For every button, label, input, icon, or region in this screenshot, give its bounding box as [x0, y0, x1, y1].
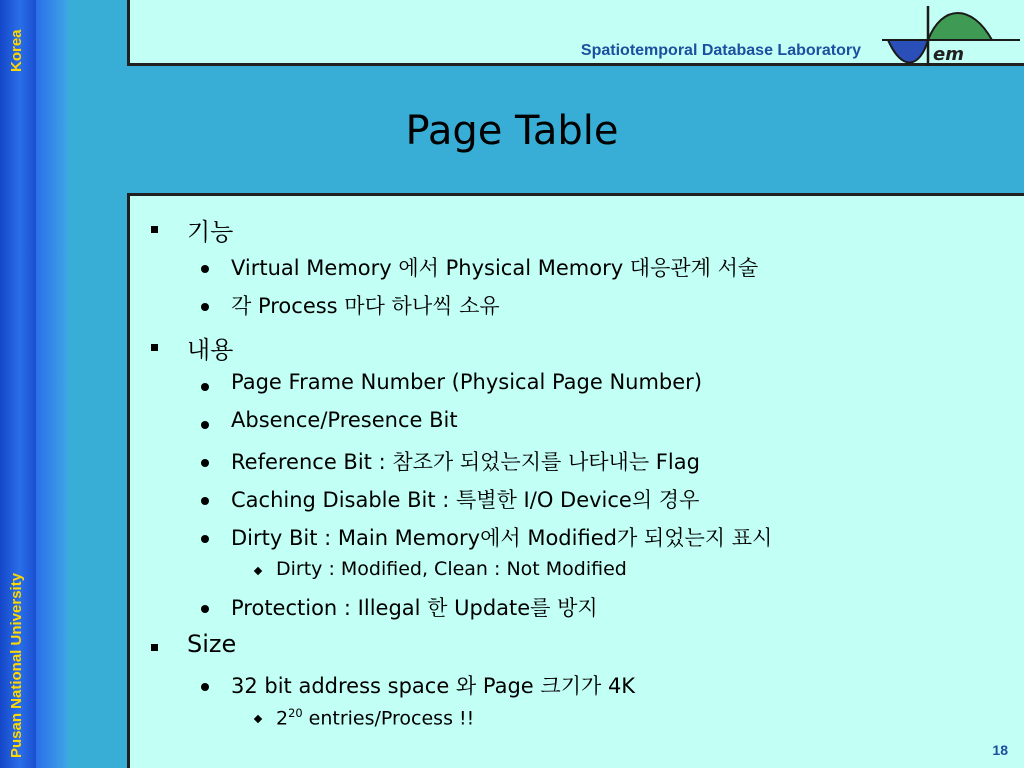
bullet-marker [254, 715, 262, 723]
bullet-text: 기능 [187, 218, 234, 246]
slide-title: Page Table [405, 108, 619, 154]
bullet-text: Protection : Illegal 한 Update를 방지 [231, 596, 598, 620]
bullet-marker [201, 383, 209, 391]
content-panel [127, 193, 1024, 768]
bullet-marker [201, 497, 209, 505]
bullet-text: Page Frame Number (Physical Page Number) [231, 370, 703, 394]
bullet-marker [201, 683, 209, 691]
bullet-text: 32 bit address space 와 Page 크기가 4K [231, 674, 636, 698]
bullet-marker [254, 567, 262, 575]
sidebar-university-text: Pusan National University [8, 572, 25, 758]
bullet-text: Absence/Presence Bit [231, 408, 458, 432]
page-number: 18 [992, 742, 1008, 758]
bullet-text: Dirty Bit : Main Memory에서 Modified가 되었는지 표시 [231, 526, 773, 550]
bullet-text: Dirty : Modified, Clean : Not Modified [276, 558, 627, 580]
exponent-base: 2 [276, 707, 289, 730]
bullet-marker [201, 605, 209, 613]
lab-logo [880, 2, 1022, 68]
bullet-marker [201, 265, 209, 273]
bullet-text: 내용 [187, 336, 234, 364]
bullet-marker [151, 344, 158, 351]
logo-text: em [933, 44, 964, 65]
bullet-text: Reference Bit : 참조가 되었는지를 나타내는 Flag [231, 450, 700, 474]
bullet-marker [151, 226, 158, 233]
bullet-marker [201, 421, 209, 429]
sidebar-top-text: Korea [8, 29, 25, 72]
bullet-text: Caching Disable Bit : 특별한 I/O Device의 경우 [231, 488, 700, 512]
lab-name: Spatiotemporal Database Laboratory [580, 42, 861, 59]
bullet-text: 각 Process 마다 하나씩 소유 [231, 294, 500, 318]
bullet-text [276, 706, 474, 729]
exponent: 20 [288, 706, 303, 720]
bullet-marker [151, 644, 158, 651]
bullet-marker [201, 303, 209, 311]
bullet-text: Virtual Memory 에서 Physical Memory 대응관계 서술 [231, 256, 759, 280]
bullet-marker [201, 459, 209, 467]
bullet-text: Size [187, 630, 237, 658]
exponent-rest: entries/Process !! [302, 707, 475, 730]
bullet-marker [201, 535, 209, 543]
